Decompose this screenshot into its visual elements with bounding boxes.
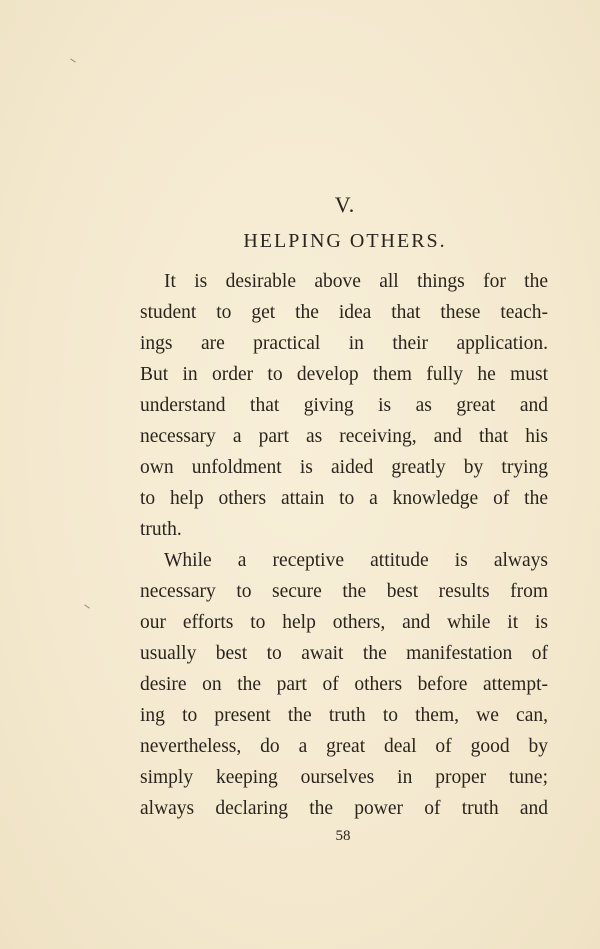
paper-speck	[70, 58, 75, 62]
text-line: But in order to develop them fully he must	[140, 364, 548, 385]
text-line: It is desirable above all things for the	[164, 271, 548, 292]
text-line: nevertheless, do a great deal of good by	[140, 736, 548, 757]
text-line: always declaring the power of truth and	[140, 798, 548, 819]
text-line: usually best to await the manifestation of	[140, 643, 548, 664]
text-line: to help others attain to a knowledge of the	[140, 488, 548, 509]
text-line: student to get the idea that these teach-	[140, 302, 548, 323]
text-line: truth.	[140, 519, 182, 540]
paragraph-2	[140, 545, 548, 824]
text-line: own unfoldment is aided greatly by trying	[140, 457, 548, 478]
text-line: simply keeping ourselves in proper tune;	[140, 767, 548, 788]
paragraph-1	[140, 266, 548, 545]
chapter-title: HELPING OTHERS.	[243, 230, 447, 252]
text-line: While a receptive attitude is always	[164, 550, 548, 571]
chapter-number: V.	[334, 192, 356, 217]
page-number: 58	[335, 828, 351, 844]
text-line: ing to present the truth to them, we can,	[140, 705, 548, 726]
text-line: necessary a part as receiving, and that his	[140, 426, 548, 447]
body-text	[140, 266, 548, 824]
paper-speck	[84, 604, 89, 608]
text-line: ings are practical in their application.	[140, 333, 548, 354]
text-line: understand that giving is as great and	[140, 395, 548, 416]
text-line: our efforts to help others, and while it is	[140, 612, 548, 633]
text-line: desire on the part of others before attempt-	[140, 674, 548, 695]
text-line: necessary to secure the best results from	[140, 581, 548, 602]
